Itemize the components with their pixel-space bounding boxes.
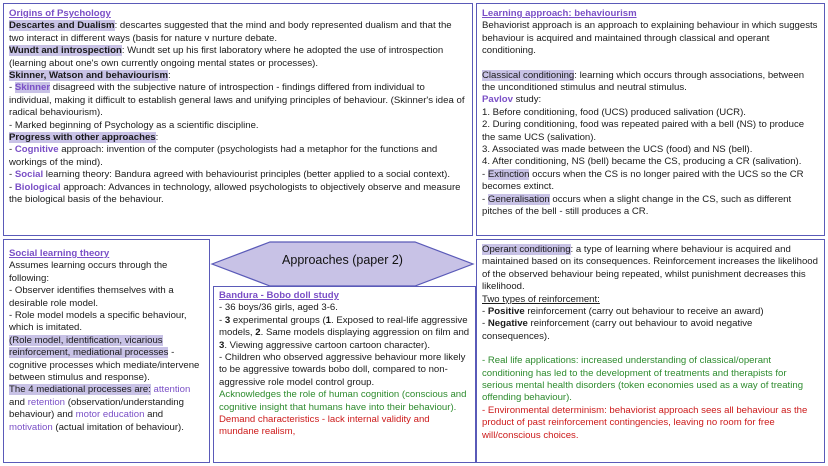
origins-panel: Origins of Psychology Descartes and Dualism: descartes suggested that the mind and body represented dualism and that the two interact in different ways (basis for nature v nurture debate. Wundt and introspection: Wundt set up his first laboratory where he adopted the use of introspection (learning about one's own currently ongoing mental states or processes). Skinner, Watson and behaviourism: - Skinner disagreed with the subjective nature of introspection - findings differed from individual to individual, making it difficult to establish general laws and unifying principles of behaviour. (Skinner's idea of radical behaviourism). - Marked beginning of Psychology as a scientific discipline. Progress with other approaches: - Cognitive approach: invention of the computer (psychologists had a metaphor for the functions and workings of the mind). - Social learning theory: Bandura agreed with behaviourist principles (better applied to a social context). - Biological approach: Advances in technology, allowed psychologists to objectively observe and measure the biological basis of the behaviour.	[3, 3, 473, 236]
origins-heading: Origins of Psychology	[9, 8, 111, 19]
text: . Exposed to real-life aggressive models,	[219, 314, 468, 339]
learning-intro: Behaviorist approach is an approach to explaining behaviour in which suggests behaviour is acquired and maintained through classical and operant conditioning.	[482, 20, 818, 57]
skinner-term: Skinner, Watson and behaviourism	[9, 70, 169, 82]
text: . Viewing aggressive cartoon cartoon character).	[224, 339, 431, 351]
classical-term: Classical conditioning	[482, 69, 575, 81]
and-text: and	[9, 396, 28, 408]
pavlov-step: 2. During conditioning, food was repeated paired with a bell (NS) to produce the same UCS (salivation).	[482, 119, 805, 143]
biological-word: Biological	[14, 181, 61, 193]
num: 3	[219, 339, 225, 351]
title-banner	[210, 240, 475, 288]
biological-text: approach: Advances in technology, allowed psychologists to objectively observe and measure the biological basis of the behaviour.	[9, 181, 461, 206]
progress-colon: :	[155, 132, 159, 144]
learning-panel: Learning approach: behaviourism Behaviorist approach is an approach to explaining behaviour in which suggests behaviour is acquired and maintained through classical and operant conditioning. Classical conditioning: learning which occurs through associations, between the unconditioned stimulus and neutral stimulus. Pavlov study: 1. Before conditioning, food (UCS) produced salivation (UCR). 2. During conditioning, food was repeated paired with a bell (NS) to produce the same UCS (salivation). 3. Associated was made between the UCS (food) and NS (bell). 4. After conditioning, NS (bell) became the CS, producing a CR (salivation). - Extinction occurs when the CS is no longer paired with the UCS so the CR becomes extinct. - Generalisation occurs when a slight change in the CS, such as different pitches of the bell - still produces a CR.	[476, 3, 825, 236]
bandura-weakness: Demand characteristics - lack internal validity and mundane realism,	[219, 414, 430, 438]
motivation-word: motivation	[9, 421, 53, 433]
cognitive-word: Cognitive	[14, 144, 59, 156]
social-intro: Assumes learning occurs through the following:	[9, 260, 168, 284]
retention-text: (observation/understanding behaviour) and	[9, 396, 184, 421]
text: . Same models displaying aggression on film and	[260, 327, 470, 339]
pavlov-term: Pavlov	[482, 94, 513, 106]
pavlov-step: 1. Before conditioning, food (UCS) produced salivation (UCR).	[482, 106, 746, 118]
wundt-term: Wundt and introspection	[9, 45, 122, 57]
four-processes-term: The 4 mediational processes are:	[9, 384, 151, 396]
descartes-term: Descartes and Dualism	[9, 20, 115, 32]
pavlov-step: 4. After conditioning, NS (bell) became the CS, producing a CR (salivation).	[482, 156, 802, 168]
and-text: and	[144, 409, 164, 421]
num: 1	[325, 314, 332, 326]
cognitive-text: approach: invention of the computer (psychologists had a metaphor for the functions and workings of the mind).	[9, 144, 438, 168]
bandura-heading: Bandura - Bobo doll study	[219, 290, 339, 301]
progress-term: Progress with other approaches	[9, 132, 156, 144]
descartes-text: : descartes suggested that the mind and body represented dualism and that the two interact in different ways (basis for nature v nurture debate.	[9, 20, 452, 44]
text: experimental groups (	[230, 314, 326, 326]
skinner-colon: :	[168, 70, 171, 82]
operant-text: : a type of learning where behaviour is acquired and maintained based on its consequences. Reinforcement increases the likelihood of the observed behaviour being repeated, whilst punishment decreases this likelihood.	[482, 244, 818, 293]
retention-word: retention	[27, 396, 66, 408]
extinction-term: Extinction	[487, 168, 530, 180]
social-panel	[3, 239, 210, 463]
mediational-text: - cognitive processes which mediate/intervene between stimulus and response).	[9, 347, 200, 384]
bandura-point: - 36 boys/36 girls, aged 3-6.	[219, 302, 338, 314]
page-title: Approaches (paper 2)	[282, 253, 403, 267]
pavlov-step: 3. Associated was made between the UCS (food) and NS (bell).	[482, 144, 753, 156]
marked-text: - Marked beginning of Psychology as a scientific discipline.	[9, 119, 259, 131]
attention-word: attention	[153, 384, 191, 396]
classical-text: : learning which occurs through associations, between the unconditioned stimulus and neutral stimulus.	[482, 69, 805, 94]
skinner-dash: -	[9, 82, 15, 94]
operant-panel: Operant conditioning: a type of learning where behaviour is acquired and maintained based on its consequences. Reinforcement increases the likelihood of the observed behaviour being repeated, whilst punishment decreases this likelihood. Two types of reinforcement: - Positive reinforcement (carry out behaviour to receive an award) - Negative reinforcement (carry out behaviour to avoid negative consequences). - Real life applications: increased understanding of classical/operant conditioning has led to the development of treatments and therapists for serious mental health disorders (token economies used as a way of treating offending behaviour). - Environmental determinism: behaviorist approach sees all behaviour as the product of past reinforcement contingencies, leaving no room for free will/conscious choices.	[476, 239, 825, 463]
extinction-text: occurs when the CS is no longer paired with the UCS so the CR becomes extinct.	[482, 168, 804, 193]
skinner-text: disagreed with the subjective nature of introspection - findings differed from individual to individual, making it difficult to establish general laws and unifying principles of behaviour. (Skinner's idea of radical behaviourism).	[9, 82, 465, 119]
mediational-term: (Role model, identification, vicarious reinforcement, mediational processes	[9, 334, 169, 359]
positive-text: reinforcement (carry out behaviour to receive an award)	[524, 306, 764, 318]
bandura-strength: Acknowledges the role of human cognition (conscious and cognitive insight that humans have into their behaviour).	[219, 389, 467, 413]
learning-heading: Learning approach: behaviourism	[482, 8, 637, 19]
wundt-text: : Wundt set up his first laboratory where he adopted the use of introspection (learning about one's own currently ongoing mental states or processes).	[9, 45, 444, 69]
social-point: - Role model models a specific behaviour, which is imitated.	[9, 310, 187, 334]
motivation-text: (actual imitation of behaviour).	[52, 421, 184, 433]
two-types: Two types of reinforcement:	[482, 293, 600, 305]
bandura-point: - Children who observed aggressive behaviour more likely to be aggressive towards bobo doll, compared to non-aggressive role model control group.	[219, 352, 466, 388]
bandura-panel	[213, 286, 476, 463]
real-life-applications: - Real life applications: increased understanding of classical/operant conditioning has led to the development of treatments and therapists for serious mental health disorders (token economies used as a way of treating offending behaviour).	[482, 355, 804, 404]
generalisation-text: occurs when a slight change in the CS, such as different pitches of the bell - still produces a CR.	[482, 193, 792, 218]
num: 3	[224, 314, 231, 326]
dash: -	[219, 314, 225, 326]
environmental-determinism: - Environmental determinism: behaviorist approach sees all behaviour as the product of past reinforcement contingencies, leaving no room for free will/conscious choices.	[482, 404, 808, 441]
social-point: - Observer identifies themselves with a desirable role model.	[9, 285, 174, 309]
negative-text: reinforcement (carry out behaviour to avoid negative consequences).	[482, 318, 753, 342]
motor-word: motor education	[75, 409, 145, 421]
operant-term: Operant conditioning	[482, 244, 571, 255]
pavlov-text: study:	[512, 94, 542, 106]
generalisation-term: Generalisation	[487, 193, 550, 205]
negative-word: Negative	[487, 318, 528, 330]
skinner-word: Skinner	[14, 82, 51, 94]
positive-word: Positive	[487, 306, 525, 318]
num: 2	[255, 327, 261, 339]
social-heading: Social learning theory	[9, 248, 110, 259]
social-word: Social	[14, 169, 44, 181]
social-text: learning theory: Bandura agreed with behaviourist principles (better applied to a social context).	[43, 169, 451, 181]
